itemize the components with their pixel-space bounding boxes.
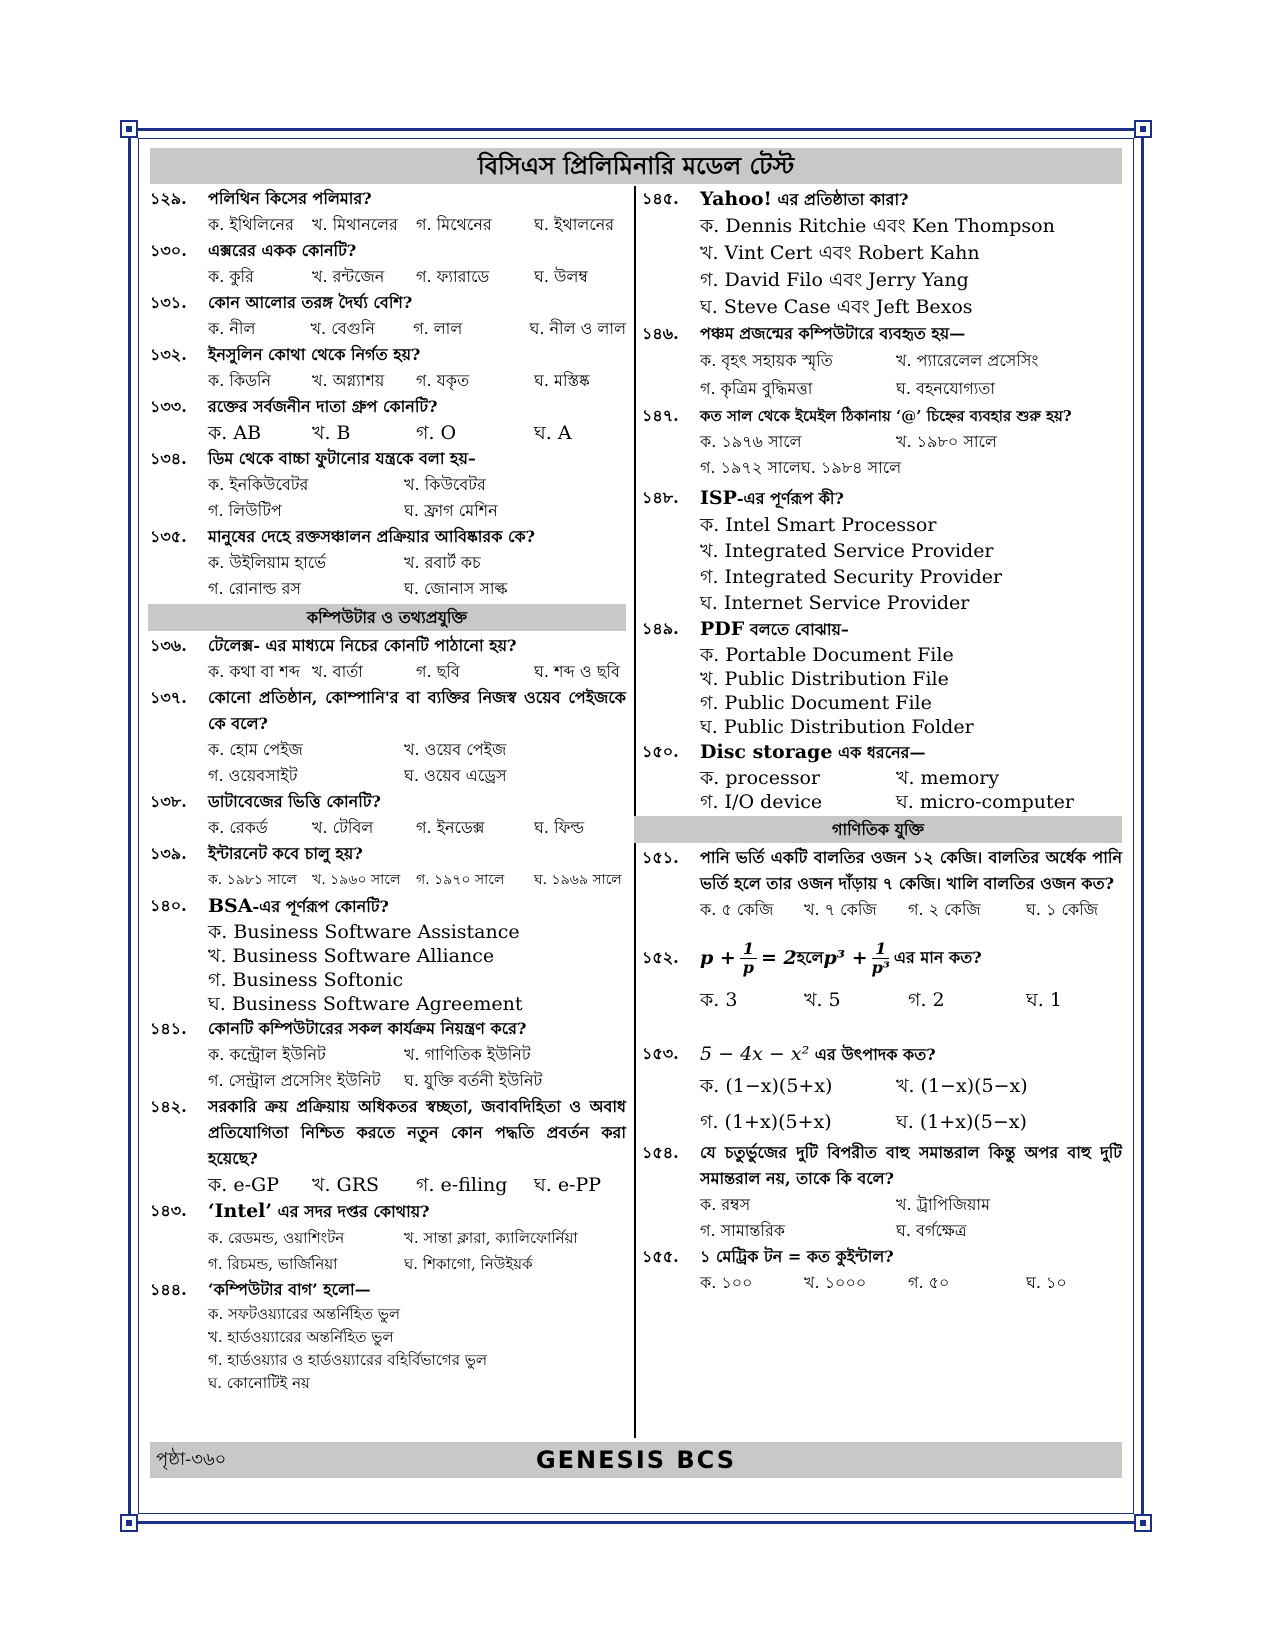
border-corner-ornament [1134,120,1152,138]
footer [150,1442,1122,1478]
question-152: ১৫২. p + $\frac{1}{p}$ = 2 হলে p³ + $\frac{1}{\text{p³}}$ এর মান কত? [642,938,982,977]
option: খ. ওয়েব পেইজ [404,740,507,759]
option: খ. রন্টজেন [312,267,385,286]
option: ক. সফটওয়্যারের অন্তর্নিহিত ভুল [208,1305,401,1323]
option: ঘ. নীল ও লাল [529,319,626,338]
option: গ. ১৯৭২ সালে [700,458,801,477]
option: ঘ. ফিল্ড [534,818,585,837]
options-145 [642,213,1122,321]
option: গ. রোনাল্ড রস [208,579,301,598]
options-147 [642,429,1122,455]
option: খ. ১৯৮০ সালে [896,432,997,451]
option: খ. ৭ কেজি [804,900,877,919]
option: গ. সেন্ট্রাল প্রসেসিং ইউনিট [208,1071,381,1090]
options-141 [150,1068,626,1094]
options-129 [150,212,626,238]
options-146 [642,347,1122,375]
option: গ. Public Document File [700,692,932,714]
question-145: ১৪৫. Yahoo! এর প্রতিষ্ঠাতা কারা? [642,188,909,210]
option: ঘ. Steve Case এবং Jeft Bexos [700,296,973,318]
section-heading-computer: কম্পিউটার ও তথ্যপ্রযুক্তি [148,604,626,631]
option: খ. (1−x)(5−x) [896,1075,1028,1097]
question-136: ১৩৬. টেলেক্স- এর মাধ্যমে নিচের কোনটি পাঠানো হয়? [150,636,517,655]
question-148: ১৪৮. ISP-এর পূর্ণরূপ কী? [642,487,844,509]
right-column [642,186,1122,1296]
option: ক. ইথিলিনের [208,215,294,234]
option: খ. Business Software Alliance [208,945,495,967]
question-132: ১৩২. ইনসুলিন কোথা থেকে নির্গত হয়? [150,345,421,364]
option: ঘ. ১৯৮৪ সালে [800,458,902,477]
option: খ. বেগুনি [310,319,375,338]
options-133 [150,420,626,446]
option: খ. টেবিল [312,818,374,837]
option: ঘ. (1+x)(5−x) [896,1111,1027,1133]
options-143 [150,1225,626,1251]
option: ক. রেডমন্ড, ওয়াশিংটন [208,1229,345,1247]
option: ক. ৫ কেজি [700,900,774,919]
option: ঘ. ১০ [1026,1273,1067,1292]
question-153: ১৫৩. 5 − 4x − x² এর উৎপাদক কত? [642,1043,936,1065]
option: গ. O [416,422,457,444]
options-132 [150,368,626,394]
option: ক. Business Software Assistance [208,921,520,943]
options-138 [150,815,626,841]
page-number: পৃষ্ঠা-৩৬০ [156,1449,227,1470]
options-137 [150,737,626,763]
border-corner-ornament [1134,1514,1152,1532]
option: ক. উইলিয়াম হার্ভে [208,553,327,572]
option: খ. Public Distribution File [700,668,949,690]
option: ক. processor [700,767,820,789]
border-corner-ornament [120,1514,138,1532]
option: ক. ইনকিউবেটর [208,475,309,494]
option: গ. David Filo এবং Jerry Yang [700,269,969,291]
option: খ. ১০০০ [804,1273,867,1292]
question-130: ১৩০. এক্সরের একক কোনটি? [150,241,357,260]
question-139: ১৩৯. ইন্টারনেট কবে চালু হয়? [150,844,363,863]
option: ক. Dennis Ritchie এবং Ken Thompson [700,215,1055,237]
option: খ. memory [896,767,1000,789]
option: ঘ. জোনাস সাল্ক [404,579,508,598]
option: ঘ. কোনোটিই নয় [208,1374,310,1392]
option: ক. AB [208,422,262,444]
left-column [150,186,626,1395]
option: ক. Portable Document File [700,644,954,666]
option: গ. ২ কেজি [908,900,981,919]
option: ঘ. ইথালনের [534,215,615,234]
option: ঘ. যুক্তি বর্তনী ইউনিট [404,1071,543,1090]
fraction: $\frac{1}{\text{p³}}$ [871,938,890,977]
option: ক. ১৯৮১ সালে [208,872,297,888]
option: গ. রিচমন্ড, ভার্জিনিয়া [208,1255,338,1273]
option: গ. কৃত্রিম বুদ্ধিমত্তা [700,379,813,398]
options-150 [642,790,1122,814]
options-146 [642,375,1122,403]
option: ঘ. 1 [1026,989,1062,1011]
options-140 [150,920,626,1016]
option: খ. গাণিতিক ইউনিট [404,1045,531,1064]
question-141: ১৪১. কোনটি কম্পিউটারের সকল কার্যক্রম নিয়ন্ত্রণ করে? [150,1019,527,1038]
option: ক. (1−x)(5+x) [700,1075,833,1097]
option: খ. অগ্ন্যাশয় [312,371,385,390]
question-134: ১৩৪. ডিম থেকে বাচ্চা ফুটানোর যন্ত্রকে বলা হয়– [150,449,476,468]
fraction: $\frac{1}{p}$ [740,940,757,977]
options-134 [150,472,626,498]
option: গ. ইনডেক্স [416,818,485,837]
option: ক. ১০০ [700,1273,753,1292]
option: ঘ. Internet Service Provider [700,592,970,614]
option: খ. ট্রাপিজিয়াম [896,1195,990,1214]
option: ক. কন্ট্রোল ইউনিট [208,1045,326,1064]
option: ঘ. উলম্ব [534,267,588,286]
option: ক. রম্বস [700,1195,751,1214]
question-129: ১২৯. পলিথিন কিসের পলিমার? [150,189,372,208]
option: গ. ওয়েবসাইট [208,766,298,785]
option: গ. মিথেনের [416,215,492,234]
options-144 [150,1303,626,1395]
question-133: ১৩৩. রক্তের সর্বজনীন দাতা গ্রুপ কোনটি? [150,397,438,416]
question-144: ১৪৪. ‘কম্পিউটার বাগ’ হলো— [150,1280,371,1299]
question-149: ১৪৯. PDF বলতে বোঝায়– [642,618,849,640]
option: গ. ৫০ [908,1273,950,1292]
option: খ. GRS [312,1174,380,1196]
question-150: ১৫০. Disc storage এক ধরনের— [642,741,926,763]
option: ঘ. মস্তিষ্ক [534,371,590,390]
option: গ. ১৯৭০ সালে [416,872,505,888]
option: গ. ফ্যারাডে [416,267,490,286]
options-141 [150,1042,626,1068]
options-150 [642,766,1122,790]
question-147: ১৪৭. কত সাল থেকে ইমেইল ঠিকানায় ‘@’ চিহ্নের ব্যবহার শুরু হয়? [642,406,1072,425]
question-155: ১৫৫. ১ মেট্রিক টন = কত কুইন্টাল? [642,1247,894,1266]
option: ক. নীল [208,319,256,338]
options-139 [150,867,626,893]
option: ঘ. ফ্রাগ মেশিন [404,501,498,520]
options-134 [150,498,626,524]
option: ক. রেকর্ড [208,818,268,837]
option: গ. 2 [908,989,945,1011]
option: খ. প্যারেলেল প্রসেসিং [896,351,1039,370]
option: গ. লিউটিপ [208,501,282,520]
page-title: বিসিএস প্রিলিমিনারি মডেল টেস্ট [150,148,1122,184]
option: ঘ. শিকাগো, নিউইয়র্ক [404,1255,533,1273]
option: ক. কথা বা শব্দ [208,662,300,681]
option: ক. Intel Smart Processor [700,514,937,536]
option: ক. কুরি [208,267,254,286]
options-148 [642,512,1122,616]
question-142: ১৪২. সরকারি ক্রয় প্রক্রিয়ায় অধিকতর স্বচ্ছতা, জবাবদিহিতা ও অবাধ প্রতিযোগিতা নিশ্চিত করতে নতুন কোন পদ্ধতি প্রবর্তন করা হয়েছে? [150,1097,626,1168]
option: ঘ. ১৯৬৯ সালে [534,872,622,888]
option: খ. 5 [804,989,841,1011]
option: ঘ. বর্গক্ষেত্র [896,1221,967,1240]
section-heading-math: গাণিতিক যুক্তি [634,816,1122,843]
options-147 [642,455,1122,481]
question-137: ১৩৭. কোনো প্রতিষ্ঠান, কোম্পানি'র বা ব্যক্তির নিজস্ব ওয়েব পেইজকে কে বলে? [150,688,626,733]
option: ক. e-GP [208,1174,279,1196]
option: গ. e-filing [416,1174,508,1196]
option: খ. বার্তা [312,662,363,681]
question-154: ১৫৪. যে চতুর্ভুজের দুটি বিপরীত বাহু সমান্তরাল কিন্তু অপর বাহু দুটি সমান্তরাল নয়, তাকে কি বলে? [642,1143,1122,1188]
option: ক. বৃহৎ সহায়ক স্মৃতি [700,351,833,370]
question-138: ১৩৮. ডাটাবেজের ভিত্তি কোনটি? [150,792,381,811]
option: খ. B [312,422,351,444]
options-136 [150,659,626,685]
option: গ. সামান্তরিক [700,1221,785,1240]
options-153 [642,1104,1122,1140]
option: ঘ. শব্দ ও ছবি [534,662,620,681]
question-131: ১৩১. কোন আলোর তরঙ্গ দৈর্ঘ্য বেশি? [150,293,413,312]
option: ঘ. A [534,422,572,444]
option: ঘ. বহনযোগ্যতা [896,379,995,398]
option: গ. লাল [413,319,463,338]
option: ক. হোম পেইজ [208,740,303,759]
options-137 [150,763,626,789]
options-131 [150,316,626,342]
options-135 [150,550,626,576]
question-140: ১৪০. BSA-এর পূর্ণরূপ কোনটি? [150,895,389,917]
option: খ. হার্ডওয়্যারের অন্তর্নিহিত ভুল [208,1328,394,1346]
option: গ. ছবি [416,662,460,681]
option: ক. কিডনি [208,371,272,390]
options-153 [642,1068,1122,1104]
option: গ. Integrated Security Provider [700,566,1003,588]
option: ঘ. Public Distribution Folder [700,716,974,738]
option: গ. (1+x)(5+x) [700,1111,832,1133]
brand-name: GENESIS BCS [535,1446,737,1474]
option: ক. 3 [700,989,738,1011]
options-135 [150,576,626,602]
options-149 [642,643,1122,739]
option: খ. কিউবেটর [404,475,486,494]
option: ক. ১৯৭৬ সালে [700,432,802,451]
options-154 [642,1192,1122,1218]
option: ঘ. micro-computer [896,791,1074,813]
option: ঘ. Business Software Agreement [208,993,523,1015]
option: খ. রবার্ট কচ [404,553,481,572]
question-143: ১৪৩. ‘Intel’ এর সদর দপ্তর কোথায়? [150,1200,430,1222]
options-130 [150,264,626,290]
option: খ. Vint Cert এবং Robert Kahn [700,242,980,264]
options-154 [642,1218,1122,1244]
option: গ. I/O device [700,791,823,813]
question-146: ১৪৬. পঞ্চম প্রজন্মের কম্পিউটারে ব্যবহৃত হয়— [642,324,966,343]
options-152 [642,987,1122,1013]
option: ঘ. e-PP [534,1174,602,1196]
question-151: ১৫১. পানি ভর্তি একটি বালতির ওজন ১২ কেজি। বালতির অর্ধেক পানি ভর্তি হলে তার ওজন দাঁড়ায় ৭ কেজি। খালি বালতির ওজন কত? [642,848,1122,893]
border-corner-ornament [120,120,138,138]
option: খ. সান্তা ক্লারা, ক্যালিফোর্নিয়া [404,1229,578,1247]
option: গ. হার্ডওয়্যার ও হার্ডওয়্যারের বহির্বিভাগের ভুল [208,1351,488,1369]
options-151 [642,897,1122,923]
options-143 [150,1251,626,1277]
options-155 [642,1270,1122,1296]
option: ঘ. ১ কেজি [1026,900,1099,919]
option: খ. Integrated Service Provider [700,540,994,562]
options-142 [150,1172,626,1198]
option: খ. মিথানলের [312,215,398,234]
question-135: ১৩৫. মানুষের দেহে রক্তসঞ্চালন প্রক্রিয়ার আবিষ্কারক কে? [150,527,536,546]
option: গ. যকৃত [416,371,470,390]
option: ঘ. ওয়েব এড্রেস [404,766,507,785]
option: গ. Business Softonic [208,969,404,991]
option: খ. ১৯৬০ সালে [312,872,401,888]
column-divider [634,186,636,1438]
